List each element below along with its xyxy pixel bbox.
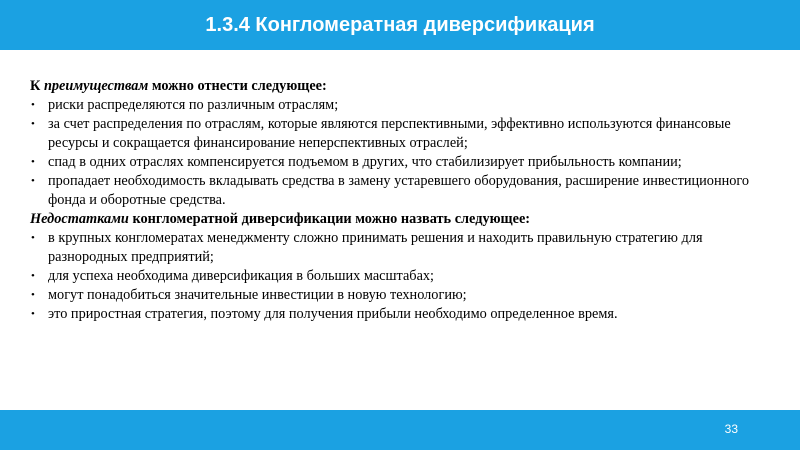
footer-bar [0, 410, 800, 450]
disadvantages-item-text: могут понадобиться значительные инвестиции в новую технологию; [48, 287, 467, 303]
disadvantages-intro [30, 210, 765, 229]
advantages-item-text: риски распределяются по различным отраслям; [48, 97, 339, 113]
bullet-icon: • [31, 156, 35, 168]
disadvantages-item-text: в крупных конгломератах менеджменту сложно принимать решения и находить правильную стратегию для разнородных предприятий; [48, 230, 703, 265]
advantages-intro [30, 77, 765, 96]
advantages-item [30, 115, 765, 153]
advantages-list [30, 96, 765, 210]
bullet-icon: • [31, 118, 35, 130]
advantages-intro-emphasis: преимуществам [43, 78, 149, 94]
page-number: 33 [724, 422, 738, 436]
bullet-icon: • [31, 175, 35, 187]
slide-title: 1.3.4 Конгломератная диверсификация [205, 14, 595, 36]
bullet-icon: • [31, 289, 35, 301]
bullet-icon: • [31, 270, 35, 282]
disadvantages-list [30, 229, 765, 324]
disadvantages-item [30, 305, 765, 324]
advantages-item [30, 96, 765, 115]
advantages-item-text: пропадает необходимость вкладывать средства в замену устаревшего оборудования, расширение инвестиционного фонда и оборотные средства. [48, 173, 750, 208]
disadvantages-item [30, 286, 765, 305]
advantages-item [30, 153, 765, 172]
advantages-item-text: спад в одних отраслях компенсируется подъемом в других, что стабилизирует прибыльность компании; [48, 154, 682, 170]
bullet-icon: • [31, 99, 35, 111]
advantages-item-text: за счет распределения по отраслям, которые являются перспективными, эффективно используются финансовые ресурсы и сокращается финансирование неперспективных отраслей; [48, 116, 731, 151]
advantages-item [30, 172, 765, 210]
bullet-icon: • [31, 308, 35, 320]
advantages-intro-prefix: К [30, 78, 44, 94]
disadvantages-item-text: для успеха необходима диверсификация в больших масштабах; [48, 268, 435, 284]
bullet-icon: • [31, 232, 35, 244]
disadvantages-intro-emphasis: Недостатками [30, 211, 129, 227]
advantages-intro-rest: можно отнести следующее: [148, 78, 327, 94]
disadvantages-item-text: это приростная стратегия, поэтому для получения прибыли необходимо определенное время. [48, 306, 618, 322]
slide-content [30, 77, 765, 324]
disadvantages-item [30, 267, 765, 286]
disadvantages-item [30, 229, 765, 267]
disadvantages-intro-rest: конгломератной диверсификации можно назвать следующее: [128, 211, 531, 227]
